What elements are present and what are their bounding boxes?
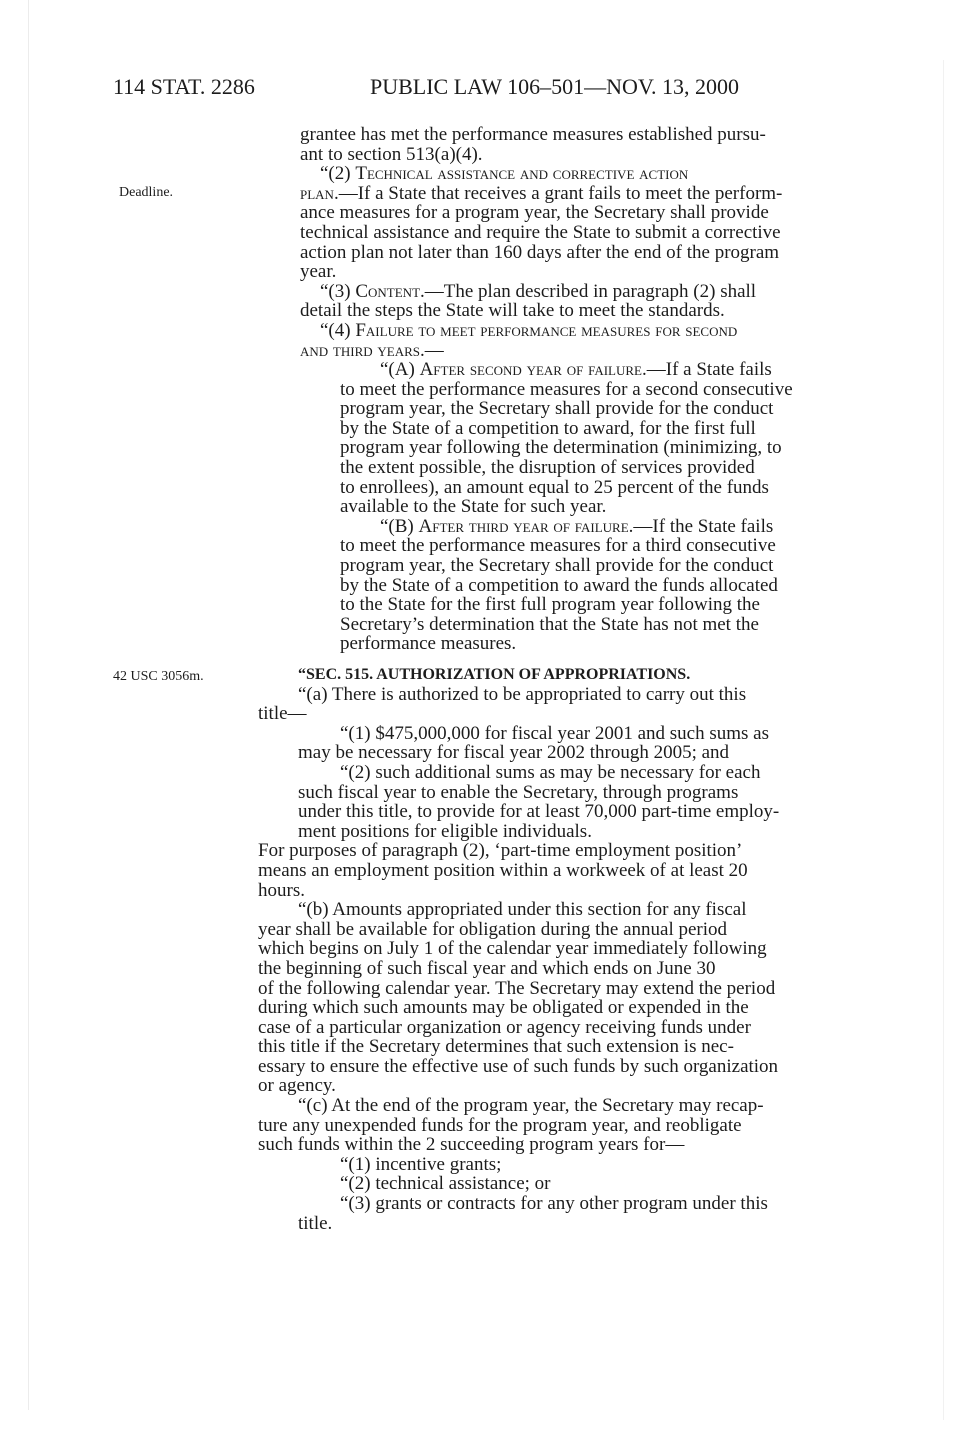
text-run: —If a State that receives a grant fails to meet the perform- bbox=[338, 182, 783, 204]
page-edge-right bbox=[943, 60, 944, 1420]
text-line: the beginning of such fiscal year and which ends on June 30 bbox=[258, 957, 716, 979]
text-run: “(4) bbox=[320, 319, 356, 341]
text-run: and third years. bbox=[300, 339, 425, 361]
text-line: hours. bbox=[258, 879, 305, 901]
text-line: ant to section 513(a)(4). bbox=[300, 143, 483, 165]
text-line: essary to ensure the effective use of such funds by such organization bbox=[258, 1055, 779, 1077]
text-line: For purposes of paragraph (2), ‘part-time employment position’ bbox=[258, 840, 743, 862]
page-edge-left bbox=[28, 0, 29, 1410]
text-line: may be necessary for fiscal year 2002 through 2005; and bbox=[298, 742, 730, 764]
text-line: technical assistance and require the State to submit a corrective bbox=[300, 221, 781, 243]
text-line: “(1) incentive grants; bbox=[340, 1153, 502, 1175]
text-line: available to the State for such year. bbox=[340, 496, 607, 518]
text-line: “(c) At the end of the program year, the Secretary may recap- bbox=[298, 1095, 764, 1117]
text-line: means an employment position within a workweek of at least 20 bbox=[258, 859, 748, 881]
text-line: “(3) grants or contracts for any other program under this bbox=[340, 1193, 768, 1215]
text-line: to meet the performance measures for a second consecutive bbox=[340, 378, 793, 400]
text-run: “(2) bbox=[320, 163, 356, 185]
text-line: action plan not later than 160 days after the end of the program bbox=[300, 241, 780, 263]
text-line: title. bbox=[298, 1212, 333, 1234]
text-run: “(3) bbox=[320, 280, 356, 302]
text-run: Content. bbox=[355, 280, 425, 302]
text-line: Secretary’s determination that the State has not met the bbox=[340, 613, 759, 635]
text-line: program year following the determination (minimizing, to bbox=[340, 437, 782, 459]
text-run: plan. bbox=[300, 182, 339, 204]
text-run: After second year of failure. bbox=[419, 359, 647, 380]
stat-citation: 114 STAT. 2286 bbox=[113, 74, 255, 99]
text-line: to meet the performance measures for a third consecutive bbox=[340, 535, 776, 557]
paragraph-2-heading bbox=[300, 164, 886, 184]
text-line: program year, the Secretary shall provide for the conduct bbox=[340, 398, 774, 420]
text-line: by the State of a competition to award the funds allocated bbox=[340, 574, 778, 596]
text-block-subparagraphs-a-b bbox=[340, 360, 886, 654]
text-line: under this title, to provide for at least 70,000 part-time employ- bbox=[298, 801, 780, 823]
text-line: to enrollees), an amount equal to 25 percent of the funds bbox=[340, 476, 769, 498]
text-line: of the following calendar year. The Secretary may extend the period bbox=[258, 977, 776, 999]
text-block-paragraphs-2-4 bbox=[300, 125, 886, 360]
text-line: by the State of a competition to award, for the first full bbox=[340, 417, 756, 439]
page-header bbox=[113, 74, 793, 104]
text-run: —If a State fails bbox=[646, 359, 772, 380]
text-line bbox=[300, 341, 886, 361]
text-line: “(a) There is authorized to be appropriated to carry out this bbox=[298, 683, 747, 705]
text-run: “(A) bbox=[380, 359, 420, 380]
text-line: ment positions for eligible individuals. bbox=[298, 820, 592, 842]
text-line: case of a particular organization or agency receiving funds under bbox=[258, 1016, 751, 1038]
margin-note-deadline: Deadline. bbox=[119, 185, 174, 200]
text-run: Technical assistance and corrective action bbox=[355, 163, 689, 185]
text-line: detail the steps the State will take to meet the standards. bbox=[300, 300, 725, 322]
section-title: “SEC. 515. AUTHORIZATION OF APPROPRIATIONS. bbox=[298, 666, 691, 683]
text-line: such fiscal year to enable the Secretary, through programs bbox=[298, 781, 739, 803]
subparagraph-a-heading bbox=[340, 360, 886, 380]
text-line: the extent possible, the disruption of services provided bbox=[340, 456, 755, 478]
text-line: program year, the Secretary shall provide for the conduct bbox=[340, 554, 774, 576]
text-line: grantee has met the performance measures established pursu- bbox=[300, 124, 766, 145]
text-line: ance measures for a program year, the Secretary shall provide bbox=[300, 202, 769, 224]
text-line: which begins on July 1 of the calendar year immediately following bbox=[258, 938, 767, 960]
margin-note-usc: 42 USC 3056m. bbox=[113, 669, 204, 684]
text-line: “(1) $475,000,000 for fiscal year 2001 and such sums as bbox=[340, 722, 769, 744]
text-line: performance measures. bbox=[340, 633, 517, 655]
text-run: —The plan described in paragraph (2) shall bbox=[424, 280, 757, 302]
text-line: “(2) such additional sums as may be necessary for each bbox=[340, 761, 761, 783]
text-line: “(2) technical assistance; or bbox=[340, 1173, 551, 1195]
text-line: to the State for the first full program year following the bbox=[340, 594, 760, 616]
text-block-section-515 bbox=[258, 665, 886, 1233]
text-line: title— bbox=[258, 703, 307, 725]
text-line: “(b) Amounts appropriated under this section for any fiscal bbox=[298, 899, 747, 921]
text-run: — bbox=[424, 339, 444, 361]
text-run: After third year of failure. bbox=[418, 515, 634, 537]
subparagraph-b-heading bbox=[340, 517, 886, 537]
text-line: during which such amounts may be obligated or expended in the bbox=[258, 997, 749, 1019]
text-line: year shall be available for obligation during the annual period bbox=[258, 918, 728, 940]
law-citation: PUBLIC LAW 106–501—NOV. 13, 2000 bbox=[370, 74, 739, 99]
text-line: year. bbox=[300, 261, 337, 283]
text-line bbox=[300, 184, 886, 204]
text-run: Failure to meet performance measures for second bbox=[355, 319, 738, 341]
text-line: or agency. bbox=[258, 1075, 336, 1097]
text-run: —If the State fails bbox=[633, 515, 774, 537]
text-line: such funds within the 2 succeeding program years for— bbox=[258, 1134, 685, 1156]
paragraph-4-heading bbox=[300, 321, 886, 341]
text-line: this title if the Secretary determines that such extension is nec- bbox=[258, 1036, 734, 1058]
text-line: ture any unexpended funds for the program year, and reobligate bbox=[258, 1114, 742, 1136]
paragraph-3-heading bbox=[300, 282, 886, 302]
text-run: “(B) bbox=[380, 515, 419, 537]
